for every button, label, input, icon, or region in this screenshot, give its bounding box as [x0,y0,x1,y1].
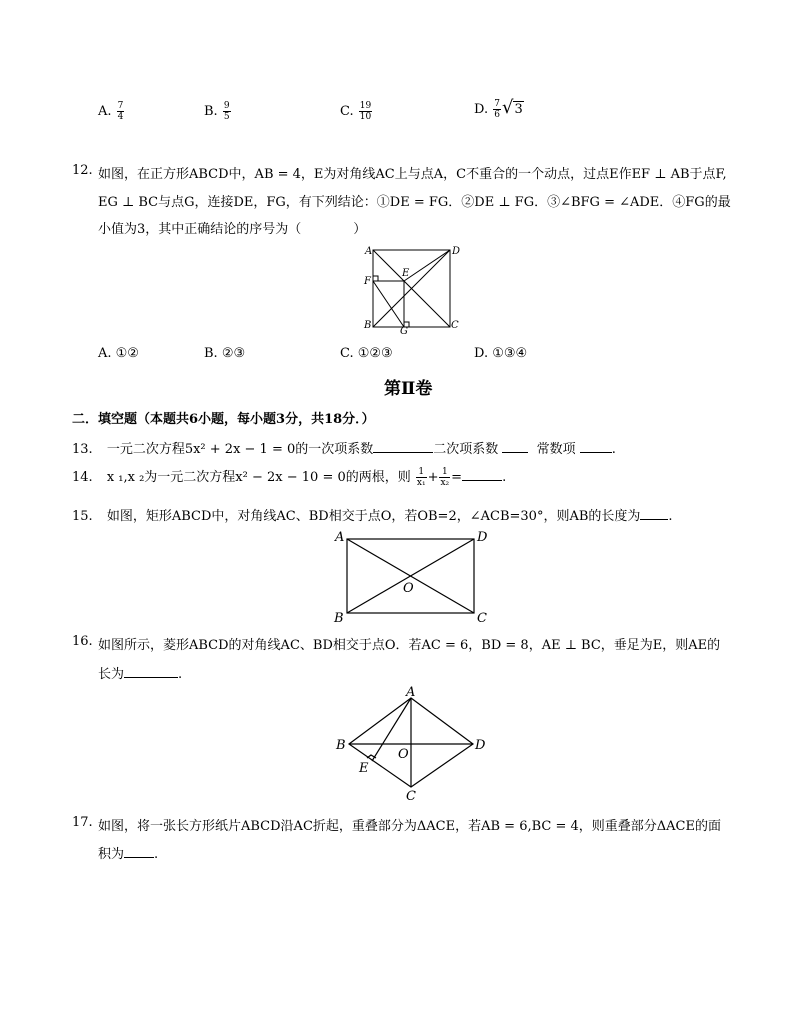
label-a: A [365,246,373,257]
q11-option-a: A. $\frac{7}{4}$ [98,101,124,122]
label-e: E [402,268,410,279]
label-c: C [477,611,487,625]
label-c: C [451,320,459,331]
q12-option-d: D. ①③④ [474,346,528,361]
label-d: D [452,246,461,257]
fraction: $\frac{7}{6}$ [494,99,500,120]
q12-line-2: EG ⊥ BC与点G，连接DE，FG，有下列结论：①DE = FG．②DE ⊥ FG．③∠BFG = ∠ADE．④FG的最 [98,195,731,210]
q17-number: 17. [72,815,93,830]
answer-blank[interactable] [580,441,612,453]
answer-blank[interactable] [373,441,433,453]
q12-option-b: B. ②③ [204,346,246,361]
q12-option-c: C. ①②③ [340,346,393,361]
section2-heading: 二．填空题（本题共6小题，每小题3分，共18分．） [72,412,375,427]
answer-blank[interactable] [502,441,528,453]
answer-blank[interactable] [640,508,668,520]
q16-figure [333,685,493,803]
q14: 14. x ₁,x ₂为一元二次方程x² − 2x − 10 = 0的两根，则 $\frac{1}{\text{x₁}}$ + $\frac{1}{\text{x₂}}$ = . [72,467,507,488]
q15-figure [330,527,495,625]
q16-line-2: 长为 . [98,667,183,682]
label-b: B [336,738,346,753]
q15: 15. 如图，矩形ABCD中，对角线AC、BD相交于点O，若OB=2，∠ACB=30°，则AB的长度为 . [72,509,673,524]
q13: 13. 一元二次方程5x² + 2x − 1 = 0的一次项系数 二次项系数 常数项 . [72,442,616,457]
q12-figure [355,240,465,335]
q12-line-1: 如图，在正方形ABCD中，AB = 4，E为对角线AC上与点A，C不重合的一个动点，过点E作EF ⊥ AB于点F, [98,167,727,182]
label-e: E [359,761,369,776]
q12-number: 12. [72,163,93,178]
answer-blank[interactable] [462,469,502,481]
q11-option-c: C. $\frac{19}{10}$ [340,101,372,122]
right-angle-mark-e [367,755,376,758]
q11-option-b: B. $\frac{9}{5}$ [204,101,230,122]
label-d: D [475,738,486,753]
label-a: A [406,685,416,700]
label-g: G [400,326,408,335]
fraction: $\frac{7}{4}$ [117,101,124,122]
label-a: A [335,530,345,545]
fraction: $\frac{1}{\text{x₂}}$ [440,467,450,488]
q16-line-1: 如图所示，菱形ABCD的对角线AC、BD相交于点O．若AC = 6，BD = 8，AE ⊥ BC，垂足为E，则AE的 [98,638,721,653]
sqrt-radicand: 3 [514,102,523,117]
label-b: B [364,320,372,331]
q12-line-3: 小值为3，其中正确结论的序号为（ ） [98,222,367,237]
q17-line-1: 如图，将一张长方形纸片ABCD沿AC折起，重叠部分为ΔACE，若AB = 6,BC = 4，则重叠部分ΔACE的面 [98,819,721,834]
q16-number: 16. [72,634,93,649]
fraction: $\frac{1}{\text{x₁}}$ [416,467,426,488]
q11-option-d: D. $\frac{7}{6}$ √3 [474,97,523,120]
label-d: D [477,530,488,545]
label-o: O [403,581,414,596]
right-angle-mark-f [373,276,378,281]
fraction: $\frac{19}{10}$ [359,101,372,122]
label-o: O [398,747,409,762]
label-c: C [406,789,416,803]
section-title: 第Ⅱ卷 [384,379,433,399]
q12-option-a: A. ①② [98,346,139,361]
answer-blank[interactable] [124,846,154,858]
sqrt-sign: √ [501,97,514,118]
segment-fg [373,281,404,327]
segment-de [404,250,450,281]
label-b: B [334,611,344,625]
fraction: $\frac{9}{5}$ [223,101,230,122]
answer-blank[interactable] [124,666,178,678]
label-f: F [364,276,371,287]
q17-line-2: 积为 . [98,847,159,862]
